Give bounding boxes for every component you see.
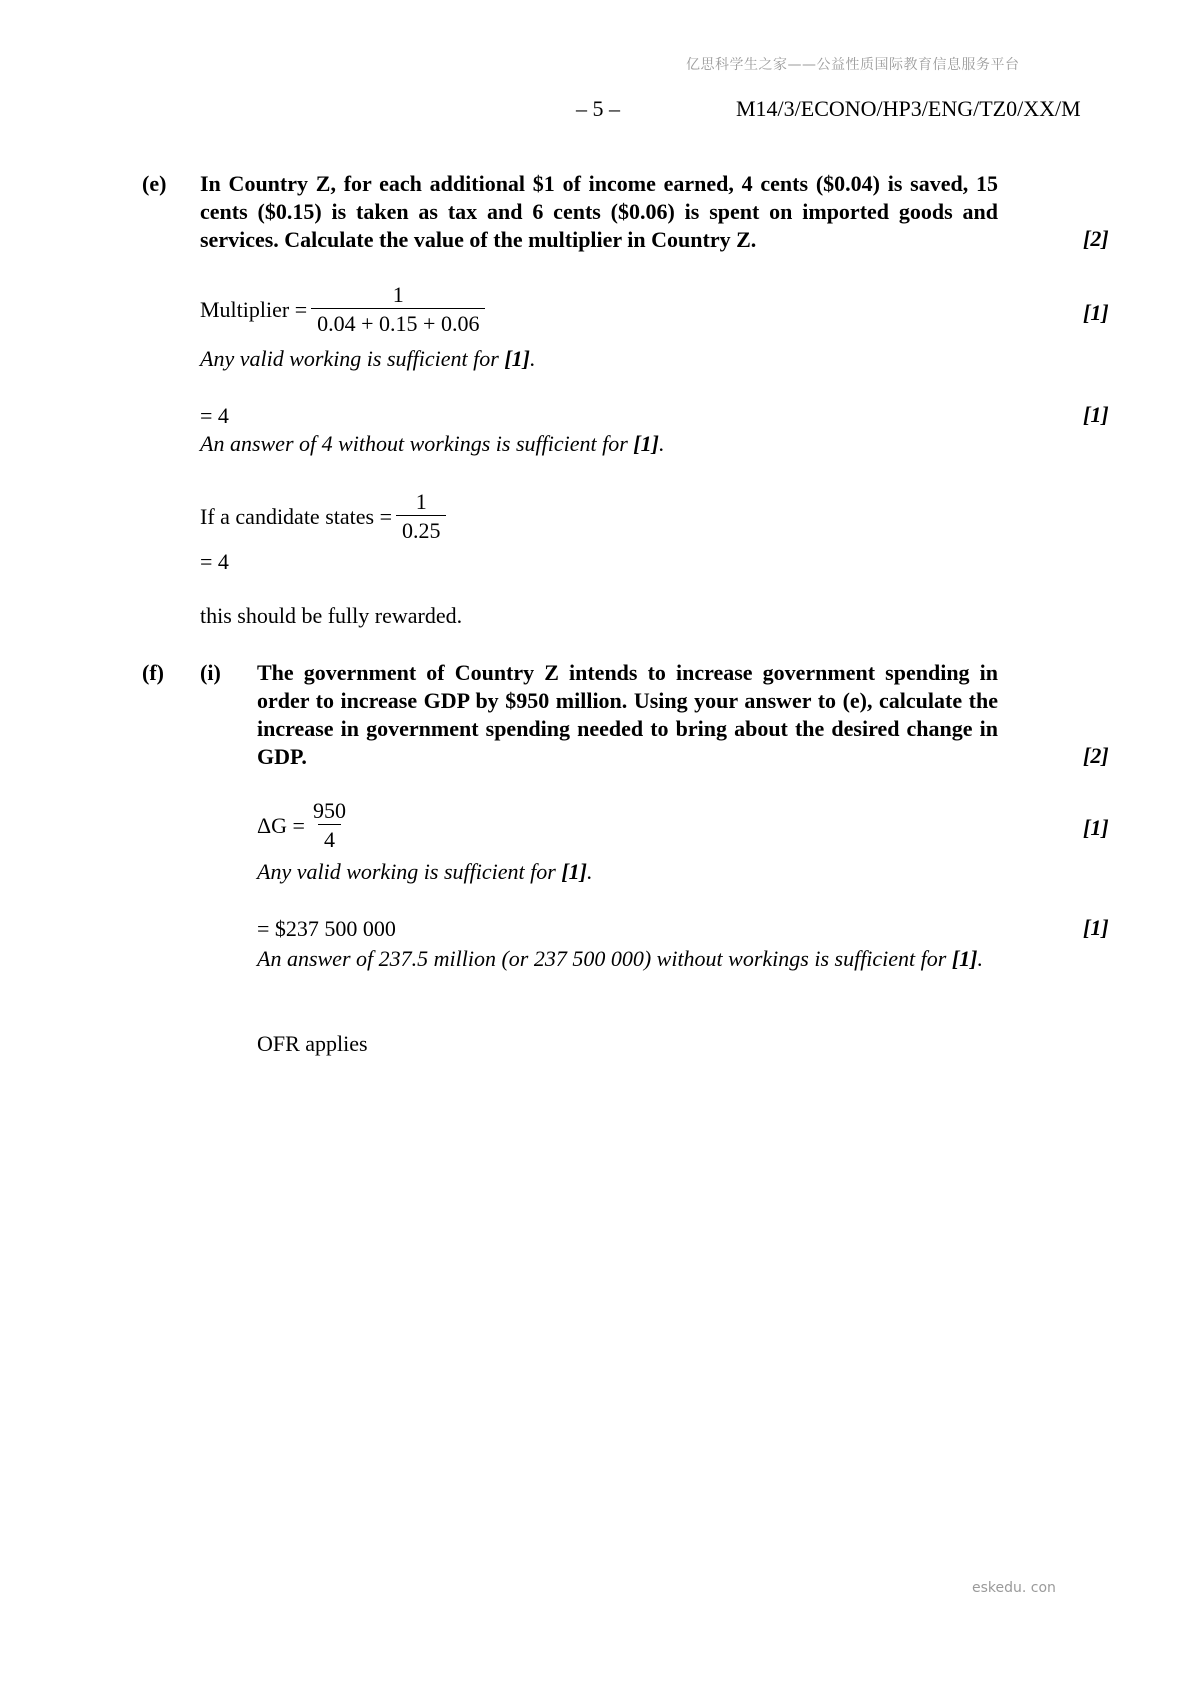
- e-reward: this should be fully rewarded.: [200, 603, 463, 628]
- delta-g-denominator: 4: [318, 824, 341, 853]
- multiplier-equation: [200, 282, 485, 337]
- e-step2-mark: [1]: [1083, 402, 1109, 427]
- f-result: = $237 500 000: [257, 916, 396, 941]
- header-watermark: 亿思科学生之家——公益性质国际教育信息服务平台: [686, 57, 1020, 73]
- e-step1-mark: [1]: [1083, 300, 1109, 325]
- multiplier-numerator: 1: [392, 282, 404, 307]
- question-f-label: (f): [142, 660, 164, 685]
- page-number: – 5 –: [576, 96, 620, 121]
- f-ofr: OFR applies: [257, 1031, 368, 1056]
- question-e-label: (e): [142, 171, 167, 196]
- e-note1: Any valid working is sufficient for [1].: [200, 346, 536, 371]
- delta-g-lhs: ΔG =: [257, 812, 305, 838]
- e-note2: An answer of 4 without workings is sufficient for [1].: [200, 431, 665, 456]
- e-result: = 4: [200, 403, 229, 428]
- question-f-marks: [2]: [1083, 743, 1109, 768]
- paper-code: M14/3/ECONO/HP3/ENG/TZ0/XX/M: [736, 96, 1081, 121]
- delta-g-fraction: [307, 798, 352, 853]
- alt-lhs: If a candidate states =: [200, 503, 392, 529]
- question-e-marks: [2]: [1083, 226, 1109, 251]
- multiplier-fraction: [311, 282, 485, 337]
- alt-denominator: 0.25: [396, 515, 447, 544]
- f-note2: An answer of 237.5 million (or 237 500 000) without workings is sufficient for [1].: [257, 946, 984, 971]
- alt-result: = 4: [200, 549, 229, 574]
- multiplier-lhs: Multiplier =: [200, 296, 308, 322]
- footer-watermark: eskedu. con: [972, 1580, 1056, 1596]
- f-note1: Any valid working is sufficient for [1].: [257, 859, 593, 884]
- f-step2-mark: [1]: [1083, 915, 1109, 940]
- question-e-text: In Country Z, for each additional $1 of income earned, 4 cents ($0.04) is saved, 15 cents ($0.15) is taken as tax and 6 cents ($0.06) is spent on imported goods and services. Calculate the value of the multiplier in Country Z.: [200, 171, 998, 252]
- delta-g-numerator: 950: [312, 798, 346, 823]
- question-f-sub-label: (i): [200, 660, 221, 685]
- multiplier-denominator: 0.04 + 0.15 + 0.06: [311, 308, 485, 337]
- question-f-text: The government of Country Z intends to increase government spending in order to increase GDP by $950 million. Using your answer to (e), calculate the increase in government spending needed to bring about the desired change in GDP.: [257, 660, 998, 769]
- f-step1-mark: [1]: [1083, 815, 1109, 840]
- alt-numerator: 1: [415, 489, 427, 514]
- alt-equation: [200, 489, 446, 544]
- alt-fraction: [396, 489, 447, 544]
- delta-g-equation: [257, 798, 352, 853]
